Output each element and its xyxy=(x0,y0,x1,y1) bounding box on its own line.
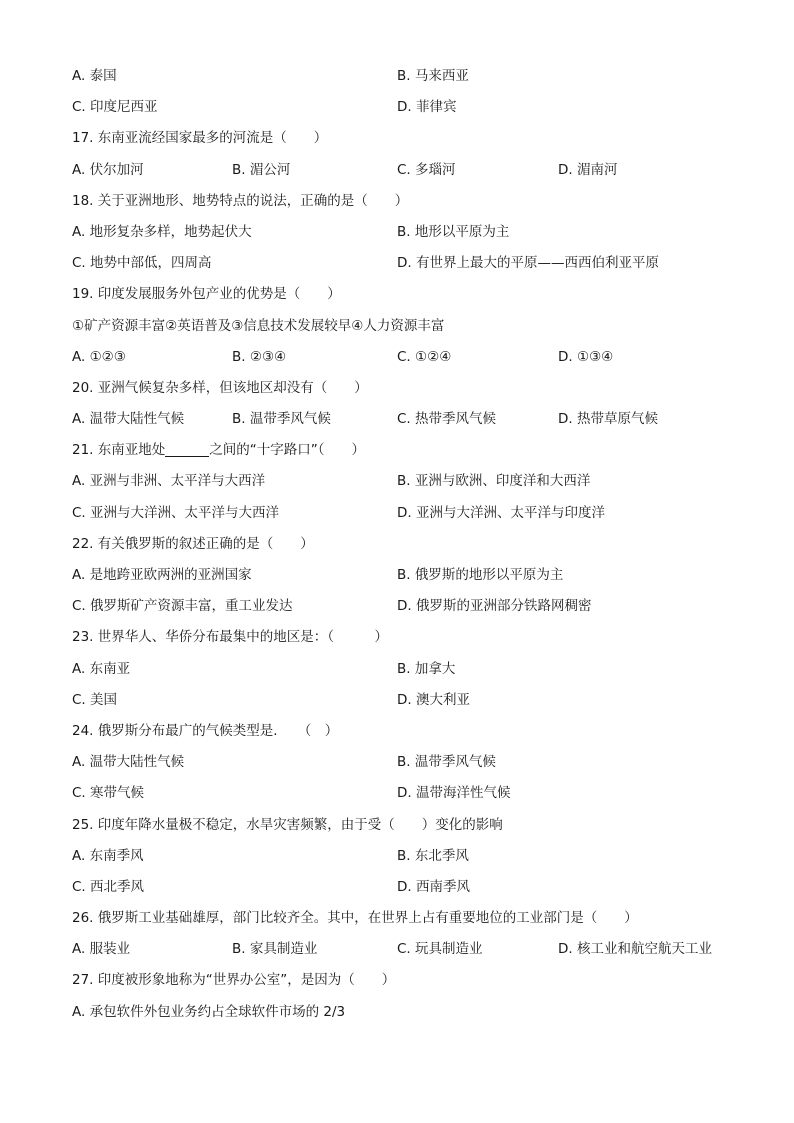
q24-option-d[interactable]: D. 温带海洋性气候 xyxy=(397,785,511,802)
q25-options-row-2 xyxy=(72,873,732,904)
q21-options-row-1 xyxy=(72,467,732,498)
q18-stem: 18. 关于亚洲地形、地势特点的说法，正确的是（ ） xyxy=(72,192,409,209)
q26-option-b[interactable]: B. 家具制造业 xyxy=(232,941,318,958)
q16-option-a[interactable]: A. 泰国 xyxy=(72,68,117,84)
q18-option-a[interactable]: A. 地形复杂多样，地势起伏大 xyxy=(72,223,252,240)
q19-option-d[interactable]: D. ①③④ xyxy=(558,348,614,365)
q24-options-row-2 xyxy=(72,779,732,810)
q19-note: ①矿产资源丰富②英语普及③信息技术发展较早④人力资源丰富 xyxy=(72,317,445,334)
q27-stem: 27. 印度被形象地称为“世界办公室”，是因为（ ） xyxy=(72,972,396,989)
q23-option-c[interactable]: C. 美国 xyxy=(72,691,118,708)
q16-option-b[interactable]: B. 马来西亚 xyxy=(397,68,469,84)
q25-options-row-1 xyxy=(72,842,732,873)
q23-option-d[interactable]: D. 澳大利亚 xyxy=(397,691,470,708)
q19-stem: 19. 印度发展服务外包产业的优势是（ ） xyxy=(72,286,341,303)
q20-options-row xyxy=(72,405,732,436)
q18-options-row-1 xyxy=(72,218,732,249)
q19-option-a[interactable]: A. ①②③ xyxy=(72,348,126,365)
q24-option-b[interactable]: B. 温带季风气候 xyxy=(397,754,496,771)
q16-option-c[interactable]: C. 印度尼西亚 xyxy=(72,99,158,116)
q20-option-a[interactable]: A. 温带大陆性气候 xyxy=(72,411,185,428)
q21-stem xyxy=(72,436,732,467)
q18-option-d[interactable]: D. 有世界上最大的平原——西西伯利亚平原 xyxy=(397,255,659,272)
q26-option-c[interactable]: C. 玩具制造业 xyxy=(397,941,483,958)
q18-option-c[interactable]: C. 地势中部低，四周高 xyxy=(72,255,212,272)
q17-stem: 17. 东南亚流经国家最多的河流是（ ） xyxy=(72,130,328,147)
q25-option-d[interactable]: D. 西南季风 xyxy=(397,878,470,895)
q24-option-c[interactable]: C. 寒带气候 xyxy=(72,785,145,802)
q17-option-b[interactable]: B. 湄公河 xyxy=(232,161,291,178)
q24-stem: 24. 俄罗斯分布最广的气候类型是. （ ） xyxy=(72,722,339,739)
q25-option-c[interactable]: C. 西北季风 xyxy=(72,878,145,895)
q21-option-b[interactable]: B. 亚洲与欧洲、印度洋和大西洋 xyxy=(397,473,591,490)
q23-options-row-1 xyxy=(72,655,732,686)
q23-option-a[interactable]: A. 东南亚 xyxy=(72,660,131,677)
q17-option-d[interactable]: D. 湄南河 xyxy=(558,161,618,178)
q20-option-c[interactable]: C. 热带季风气候 xyxy=(397,411,497,428)
q17-option-c[interactable]: C. 多瑙河 xyxy=(397,161,456,178)
q21-options-row-2 xyxy=(72,499,732,530)
q27-options-row-1 xyxy=(72,998,732,1029)
q21-option-a[interactable]: A. 亚洲与非洲、太平洋与大西洋 xyxy=(72,473,266,490)
q21-option-c[interactable]: C. 亚洲与大洋洲、太平洋与大西洋 xyxy=(72,504,280,521)
q26-stem: 26. 俄罗斯工业基础雄厚，部门比较齐全。其中，在世界上占有重要地位的工业部门是（ ） xyxy=(72,910,638,927)
exam-page xyxy=(72,62,732,1029)
q21-stem-after: 之间的“十字路口”（ ） xyxy=(209,442,366,459)
q18-options-row-2 xyxy=(72,249,732,280)
q22-option-d[interactable]: D. 俄罗斯的亚洲部分铁路网稠密 xyxy=(397,598,592,615)
q23-stem: 23. 世界华人、华侨分布最集中的地区是：（ ） xyxy=(72,629,389,646)
q27-option-a[interactable]: A. 承包软件外包业务约占全球软件市场的 2/3 xyxy=(72,1003,346,1020)
q20-option-b[interactable]: B. 温带季风气候 xyxy=(232,411,331,428)
q17-options-row xyxy=(72,156,732,187)
q16-options-row-1 xyxy=(72,62,732,93)
q19-option-b[interactable]: B. ②③④ xyxy=(232,348,287,365)
q19-option-c[interactable]: C. ①②④ xyxy=(397,348,452,365)
q25-option-a[interactable]: A. 东南季风 xyxy=(72,847,144,864)
q17-option-a[interactable]: A. 伏尔加河 xyxy=(72,161,144,178)
q21-fill-blank[interactable] xyxy=(165,440,209,457)
q21-option-d[interactable]: D. 亚洲与大洋洲、太平洋与印度洋 xyxy=(397,504,605,521)
q22-options-row-2 xyxy=(72,592,732,623)
q25-option-b[interactable]: B. 东北季风 xyxy=(397,847,469,864)
q20-option-d[interactable]: D. 热带草原气候 xyxy=(558,411,658,428)
q22-option-b[interactable]: B. 俄罗斯的地形以平原为主 xyxy=(397,567,564,583)
q16-options-row-2 xyxy=(72,93,732,124)
q19-options-row xyxy=(72,343,732,374)
q23-options-row-2 xyxy=(72,686,732,717)
q25-stem: 25. 印度年降水量极不稳定，水旱灾害频繁，由于受（ ）变化的影响 xyxy=(72,816,503,833)
q24-option-a[interactable]: A. 温带大陆性气候 xyxy=(72,754,185,771)
q26-options-row xyxy=(72,935,732,966)
q20-stem: 20. 亚洲气候复杂多样，但该地区却没有（ ） xyxy=(72,379,368,396)
q22-option-c[interactable]: C. 俄罗斯矿产资源丰富，重工业发达 xyxy=(72,598,293,615)
q18-option-b[interactable]: B. 地形以平原为主 xyxy=(397,223,510,240)
q26-option-a[interactable]: A. 服装业 xyxy=(72,941,131,958)
q22-option-a[interactable]: A. 是地跨亚欧两洲的亚洲国家 xyxy=(72,567,252,583)
q26-option-d[interactable]: D. 核工业和航空航天工业 xyxy=(558,941,712,958)
q21-stem-before: 21. 东南亚地处 xyxy=(72,442,166,459)
q16-option-d[interactable]: D. 菲律宾 xyxy=(397,99,457,116)
q22-stem: 22. 有关俄罗斯的叙述正确的是（ ） xyxy=(72,535,314,552)
q22-options-row-1 xyxy=(72,561,732,592)
q23-option-b[interactable]: B. 加拿大 xyxy=(397,660,456,677)
q24-options-row-1 xyxy=(72,748,732,779)
